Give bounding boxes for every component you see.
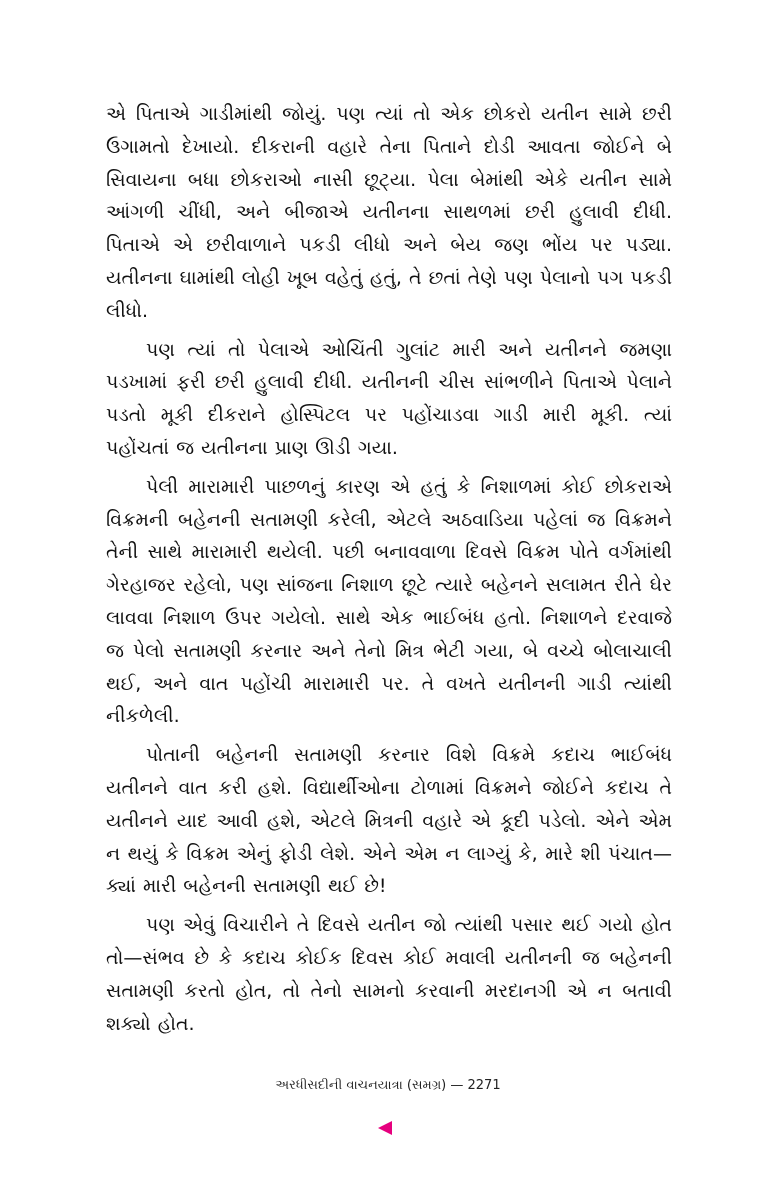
page-footer: અરધીસદીની વાચનયાત્રા (સમગ્ર) — 2271	[275, 1078, 501, 1093]
paragraph-3: પેલી મારામારી પાછળનું કારણ એ હતું કે નિશાળમાં કોઈ છોકરાએ વિક્રમની બહેનની સતામણી કરેલી, એટલે અઠવાડિયા પહેલાં જ વિક્રમને તેની સાથે મારામારી થયેલી. પછી બનાવવાળા દિવસે વિક્રમ પોતે વર્ગમાંથી ગેરહાજર રહેલો, પણ સાંજના નિશાળ છૂટે ત્યારે બહેનને સલામત રીતે ઘેર લાવવા નિશાળ ઉપર ગયેલો. સાથે એક ભાઈબંધ હતો. નિશાળને દરવાજે જ પેલો સતામણી કરનાર અને તેનો મિત્ર ભેટી ગયા, બે વચ્ચે બોલાચાલી થઈ, અને વાત પહોંચી મારામારી પર. તે વખતે યતીનની ગાડી ત્યાંથી નીકળેલી.	[106, 475, 672, 728]
previous-page-arrow-icon[interactable]	[378, 1121, 392, 1135]
paragraph-5: પણ એવું વિચારીને તે દિવસે યતીન જો ત્યાંથી પસાર થઈ ગયો હોત તો—સંભવ છે કે કદાચ કોઈક દિવસ કોઈ મવાલી યતીનની જ બહેનની સતામણી કરતો હોત, તો તેનો સામનો કરવાની મરદાનગી એ ન બતાવી શક્યો હોત.	[106, 914, 672, 1035]
page-body-text	[106, 98, 672, 1046]
paragraph-1: એ પિતાએ ગાડીમાંથી જોયું. પણ ત્યાં તો એક છોકરો યતીન સામે છરી ઉગામતો દેખાયો. દીકરાની વહારે તેના પિતાને દોડી આવતા જોઈને બે સિવાયના બધા છોકરાઓ નાસી છૂટ્યા. પેલા બેમાંથી એકે યતીન સામે આંગળી ચીંધી, અને બીજાએ યતીનના સાથળમાં છરી હુલાવી દીધી. પિતાએ એ છરીવાળાને પકડી લીધો અને બેય જણ ભોંય પર પડ્યા. યતીનના ઘામાંથી લોહી ખૂબ વહેતું હતું, તે છતાં તેણે પણ પેલાનો પગ પકડી લીધો.	[106, 103, 672, 322]
paragraph-2: પણ ત્યાં તો પેલાએ ઓચિંતી ગુલાંટ મારી અને યતીનને જમણા પડખામાં ફરી છરી હુલાવી દીધી. યતીનની ચીસ સાંભળીને પિતાએ પેલાને પડતો મૂકી દીકરાને હોસ્પિટલ પર પહોંચાડવા ગાડી મારી મૂકી. ત્યાં પહોંચતાં જ યતીનના પ્રાણ ઊડી ગયા.	[106, 338, 672, 459]
paragraph-4: પોતાની બહેનની સતામણી કરનાર વિશે વિક્રમે કદાચ ભાઈબંધ યતીનને વાત કરી હશે. વિદ્યાર્થીઓના ટોળામાં વિક્રમને જોઈને કદાચ તે યતીનને યાદ આવી હશે, એટલે મિત્રની વહારે એ કૂદી પડેલો. એને એમ ન થયું કે વિક્રમ એનું ફોડી લેશે. એને એમ ન લાગ્યું કે, મારે શી પંચાત—ક્યાં મારી બહેનની સતામણી થઈ છે!	[106, 744, 672, 898]
